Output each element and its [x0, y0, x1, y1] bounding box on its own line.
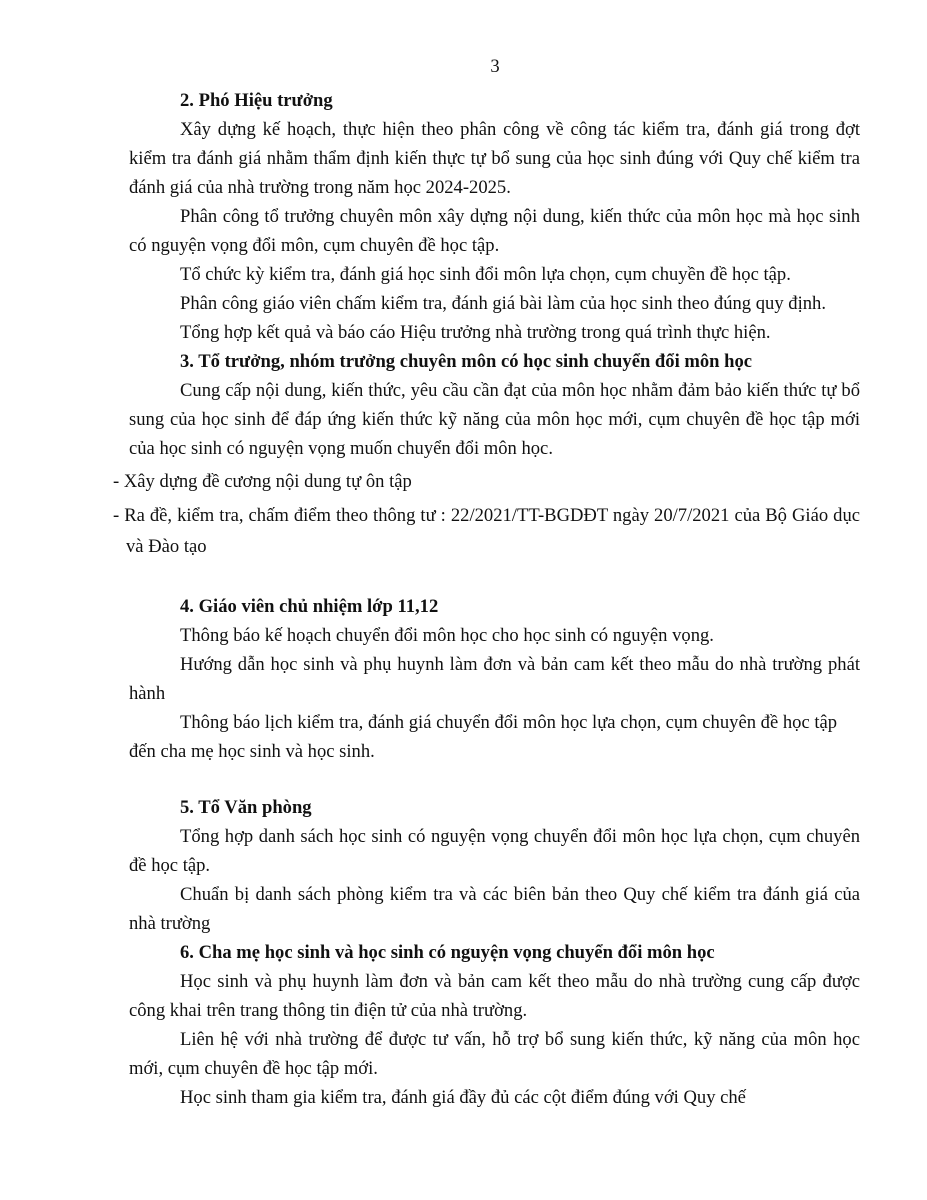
- section-heading: 2. Phó Hiệu trưởng: [180, 90, 333, 111]
- section-heading: 4. Giáo viên chủ nhiệm lớp 11,12: [180, 596, 439, 617]
- paragraph: Thông báo lịch kiểm tra, đánh giá chuyển đổi môn học lựa chọn, cụm chuyên đề học tập đến cha mẹ học sinh và học sinh.: [129, 712, 838, 762]
- paragraph: Xây dựng kế hoạch, thực hiện theo phân công về công tác kiểm tra, đánh giá trong đợt kiểm tra đánh giá nhằm thẩm định kiến thực tự bổ sung của học sinh đúng với Quy chế kiểm tra đánh giá của nhà trường trong năm học 2024-2025.: [129, 119, 860, 198]
- blank-line: [129, 565, 860, 592]
- paragraph: Liên hệ với nhà trường để được tư vấn, hỗ trợ bổ sung kiến thức, kỹ năng của môn học mới, cụm chuyên đề học tập mới.: [129, 1029, 860, 1079]
- paragraph: Hướng dẫn học sinh và phụ huynh làm đơn và bản cam kết theo mẫu do nhà trường phát hành: [129, 654, 860, 704]
- document-body: [113, 86, 860, 1112]
- paragraph: Thông báo kế hoạch chuyển đổi môn học cho học sinh có nguyện vọng.: [180, 625, 714, 646]
- paragraph: Học sinh tham gia kiểm tra, đánh giá đầy đủ các cột điểm đúng với Quy chế: [180, 1087, 746, 1108]
- bullet-list: [113, 466, 860, 562]
- section-department-heads: [113, 347, 860, 562]
- paragraph: Học sinh và phụ huynh làm đơn và bản cam kết theo mẫu do nhà trường cung cấp được công khai trên trang thông tin điện tử của nhà trường.: [129, 971, 860, 1021]
- blank-line: [129, 766, 860, 793]
- bullet-item: - Xây dựng đề cương nội dung tự ôn tập: [113, 471, 412, 492]
- paragraph: Phân công giáo viên chấm kiểm tra, đánh giá bài làm của học sinh theo đúng quy định.: [180, 293, 826, 314]
- section-office: [129, 793, 860, 938]
- section-vice-principal: [129, 86, 860, 347]
- bullet-item: - Ra đề, kiểm tra, chấm điểm theo thông tư : 22/2021/TT-BGDĐT ngày 20/7/2021 của Bộ Giáo dục và Đào tạo: [113, 505, 860, 557]
- paragraph: Tổng hợp kết quả và báo cáo Hiệu trưởng nhà trường trong quá trình thực hiện.: [180, 322, 771, 343]
- section-heading: 3. Tổ trưởng, nhóm trưởng chuyên môn có học sinh chuyển đổi môn học: [180, 351, 753, 372]
- section-heading: 6. Cha mẹ học sinh và học sinh có nguyện vọng chuyển đổi môn học: [180, 942, 715, 963]
- paragraph: Chuẩn bị danh sách phòng kiểm tra và các biên bản theo Quy chế kiểm tra đánh giá của nhà trường: [129, 884, 860, 934]
- paragraph: Phân công tổ trưởng chuyên môn xây dựng nội dung, kiến thức của môn học mà học sinh có nguyện vọng đổi môn, cụm chuyên đề học tập.: [129, 206, 860, 256]
- paragraph: Tổng hợp danh sách học sinh có nguyện vọng chuyển đổi môn học lựa chọn, cụm chuyên đề học tập.: [129, 826, 860, 876]
- section-heading: 5. Tổ Văn phòng: [180, 797, 312, 818]
- section-homeroom-teachers: [129, 592, 860, 766]
- paragraph: Cung cấp nội dung, kiến thức, yêu cầu cần đạt của môn học nhằm đảm bảo kiến thức tự bổ sung của học sinh để đáp ứng kiến thức kỹ năng của môn học mới, cụm chuyên đề học tập mới của học sinh có nguyện vọng muốn chuyển đổi môn học.: [129, 380, 860, 459]
- section-parents-students: [129, 938, 860, 1112]
- page-number: 3: [490, 56, 500, 77]
- paragraph: Tổ chức kỳ kiểm tra, đánh giá học sinh đổi môn lựa chọn, cụm chuyền đề học tập.: [180, 264, 791, 285]
